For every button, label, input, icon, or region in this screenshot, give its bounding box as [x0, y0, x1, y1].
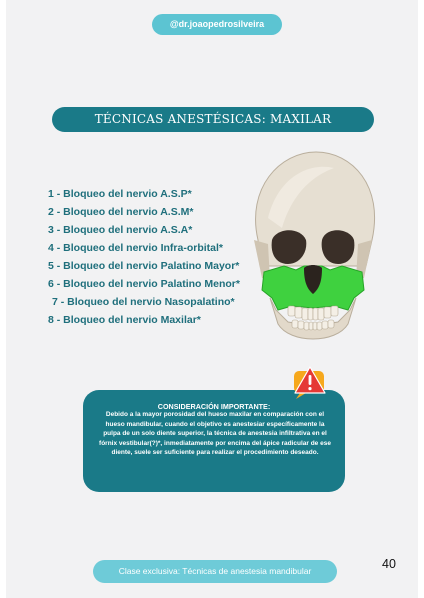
list-item: 1 - Bloqueo del nervio A.S.P* — [48, 188, 192, 200]
page — [6, 0, 418, 598]
list-item: 2 - Bloqueo del nervio A.S.M* — [48, 206, 194, 218]
author-handle-badge: @dr.joaopedrosilveira — [152, 14, 282, 35]
list-item: 4 - Bloqueo del nervio Infra-orbital* — [48, 242, 224, 254]
list-item: 7 - Bloqueo del nervio Nasopalatino* — [52, 296, 235, 308]
warning-icon — [292, 365, 328, 399]
list-item: 5 - Bloqueo del nervio Palatino Mayor* — [48, 260, 240, 272]
technique-list — [48, 188, 240, 332]
note-title: CONSIDERACIÓN IMPORTANTE: — [157, 402, 271, 411]
footer-class-link[interactable]: Clase exclusiva: Técnicas de anestesia mandibular — [93, 560, 337, 583]
page-number: 40 — [382, 557, 396, 571]
list-item: 3 - Bloqueo del nervio A.S.A* — [48, 224, 193, 236]
list-item: 6 - Bloqueo del nervio Palatino Menor* — [48, 278, 240, 290]
note-body: Debido a la mayor porosidad del hueso maxilar en comparación con el hueso mandibular, cuando el objetivo es anestesiar específicamente la pulpa de un solo diente superior, la técnica de anestesia infiltrativa en el fórnix vestibular(?)*, inmediatamente por encima del ápice radicular de ese diente, suele ser suficiente para realizar el procedimiento deseado. — [99, 411, 331, 457]
important-note-box — [83, 390, 345, 492]
skull-illustration — [238, 148, 388, 348]
list-item: 8 - Bloqueo del nervio Maxilar* — [48, 314, 201, 326]
page-title: TÉCNICAS ANESTÉSICAS: MAXILAR — [52, 107, 374, 132]
